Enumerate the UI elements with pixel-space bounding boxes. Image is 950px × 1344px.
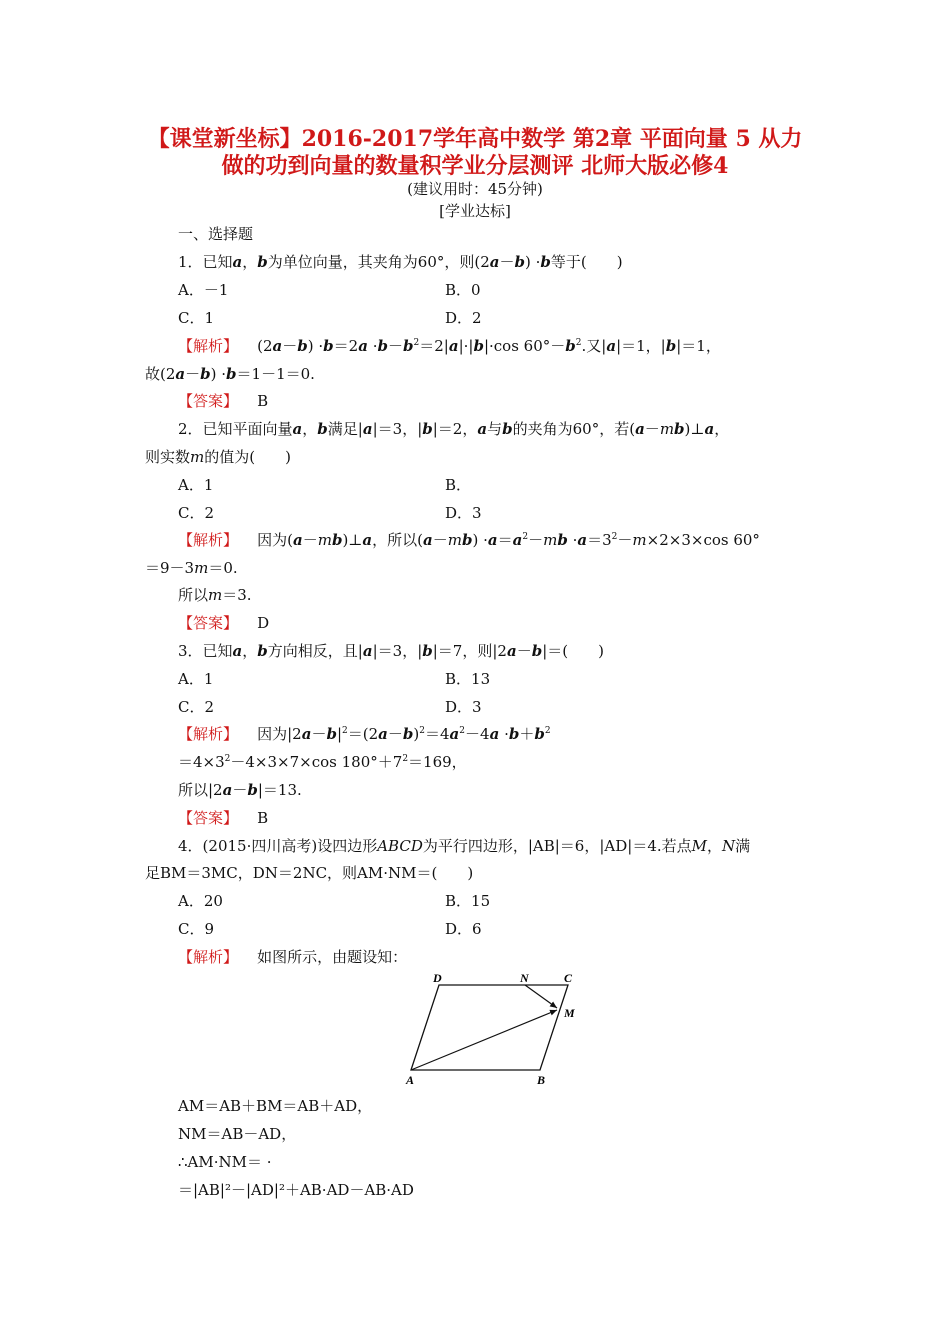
q4-option-d: D．6 bbox=[445, 920, 482, 938]
q2-option-b: B． bbox=[445, 476, 472, 494]
q4-work-line-4: ＝|AB|²－|AD|²＋AB·AD－AB·AD bbox=[178, 1181, 414, 1199]
q3-solution-line-1: 【解析】 因为$|2a-b|^2=(2a-b)^2=4a^2-4a \cdot b+b^2$ bbox=[178, 725, 551, 743]
q4-option-a: A．20 bbox=[178, 892, 223, 910]
vector-am bbox=[411, 1010, 557, 1070]
q2-option-a: A．1 bbox=[178, 476, 214, 494]
q1-option-a: A．－1 bbox=[178, 281, 229, 299]
parallelogram-abcd bbox=[411, 985, 568, 1070]
q2-stem-line-1: 2．已知平面向量a，b满足|a|＝3，|b|＝2，a与b的夹角为60°，若(a－mb)⊥a， bbox=[178, 420, 730, 438]
label-point-a: A bbox=[406, 1073, 415, 1087]
q4-work-line-1: AM＝AB＋BM＝AB＋AD， bbox=[178, 1097, 373, 1115]
q2-solution-line-2: ＝9－3m＝0. bbox=[145, 559, 238, 577]
suggested-time: (建议用时：45分钟) bbox=[407, 180, 543, 198]
q2-answer: 【答案】 D bbox=[178, 614, 270, 632]
q4-work-line-3: ∴AM·NM＝ · bbox=[178, 1153, 272, 1171]
parallelogram-figure bbox=[400, 970, 590, 1090]
label-point-m: M bbox=[564, 1006, 575, 1020]
section-label: [学业达标] bbox=[439, 202, 511, 220]
q1-solution-line-2: 故(2a－b) ·b＝1－1＝0. bbox=[145, 365, 315, 383]
q3-option-b: B．13 bbox=[445, 670, 491, 688]
q2-solution-line-1: 【解析】 因为(a－mb)⊥a，所以$(a-mb) \cdot a=a^2-mb \cdot a=3^2-m\times 2\times 3\times\cos$ 60° bbox=[178, 531, 760, 549]
q3-answer: 【答案】 B bbox=[178, 809, 269, 827]
q3-solution-line-3: 所以|2a－b|＝13. bbox=[178, 781, 302, 799]
q3-option-a: A．1 bbox=[178, 670, 214, 688]
vector-nm bbox=[525, 985, 557, 1008]
q2-solution-line-3: 所以m＝3. bbox=[178, 586, 252, 604]
q2-stem-line-2: 则实数m的值为( ) bbox=[145, 448, 291, 466]
q4-solution-intro: 【解析】 如图所示，由题设知： bbox=[178, 948, 408, 966]
q4-stem-line-1: 4．(2015·四川高考)设四边形ABCD为平行四边形，|AB|＝6，|AD|＝4.若点M，N满 bbox=[178, 837, 751, 855]
label-point-c: C bbox=[564, 971, 573, 985]
q4-stem-line-2: 足BM＝3MC，DN＝2NC，则AM·NM＝( ) bbox=[145, 864, 474, 882]
q4-option-c: C．9 bbox=[178, 920, 215, 938]
q2-option-c: C．2 bbox=[178, 504, 215, 522]
part-heading: 一、选择题 bbox=[178, 225, 254, 243]
q1-answer: 【答案】 B bbox=[178, 392, 269, 410]
q4-option-b: B．15 bbox=[445, 892, 491, 910]
label-point-n: N bbox=[520, 971, 529, 985]
document-title-line-1: 【课堂新坐标】2016-2017学年高中数学 第2章 平面向量 5 从力 bbox=[147, 126, 803, 152]
q3-stem: 3．已知a，b方向相反，且|a|＝3，|b|＝7，则|2a－b|＝( ) bbox=[178, 642, 604, 660]
q1-option-d: D．2 bbox=[445, 309, 482, 327]
q1-option-c: C．1 bbox=[178, 309, 215, 327]
label-point-d: D bbox=[433, 971, 442, 985]
q3-option-d: D．3 bbox=[445, 698, 482, 716]
q1-solution-line-1: 【解析】 $(2a-b) \cdot b=2a \cdot b-b^2=2|a|\cdot|b|\cdot\cos$ $60^\circ-b^2$.又|a|＝1，|b|＝1， bbox=[178, 337, 721, 355]
q3-solution-line-2: $=4\times 3^2-4\times 3\times 7\times\cos$ $180^\circ+7^2=169$， bbox=[178, 753, 467, 771]
document-title-line-2: 做的功到向量的数量积学业分层测评 北师大版必修4 bbox=[221, 153, 729, 179]
q3-option-c: C．2 bbox=[178, 698, 215, 716]
q1-stem: 1．已知a，b为单位向量，其夹角为60°，则(2a－b) ·b等于( ) bbox=[178, 253, 623, 271]
q1-option-b: B．0 bbox=[445, 281, 481, 299]
q2-option-d: D．3 bbox=[445, 504, 482, 522]
q4-work-line-2: NM＝AB－AD， bbox=[178, 1125, 297, 1143]
label-point-b: B bbox=[537, 1073, 546, 1087]
